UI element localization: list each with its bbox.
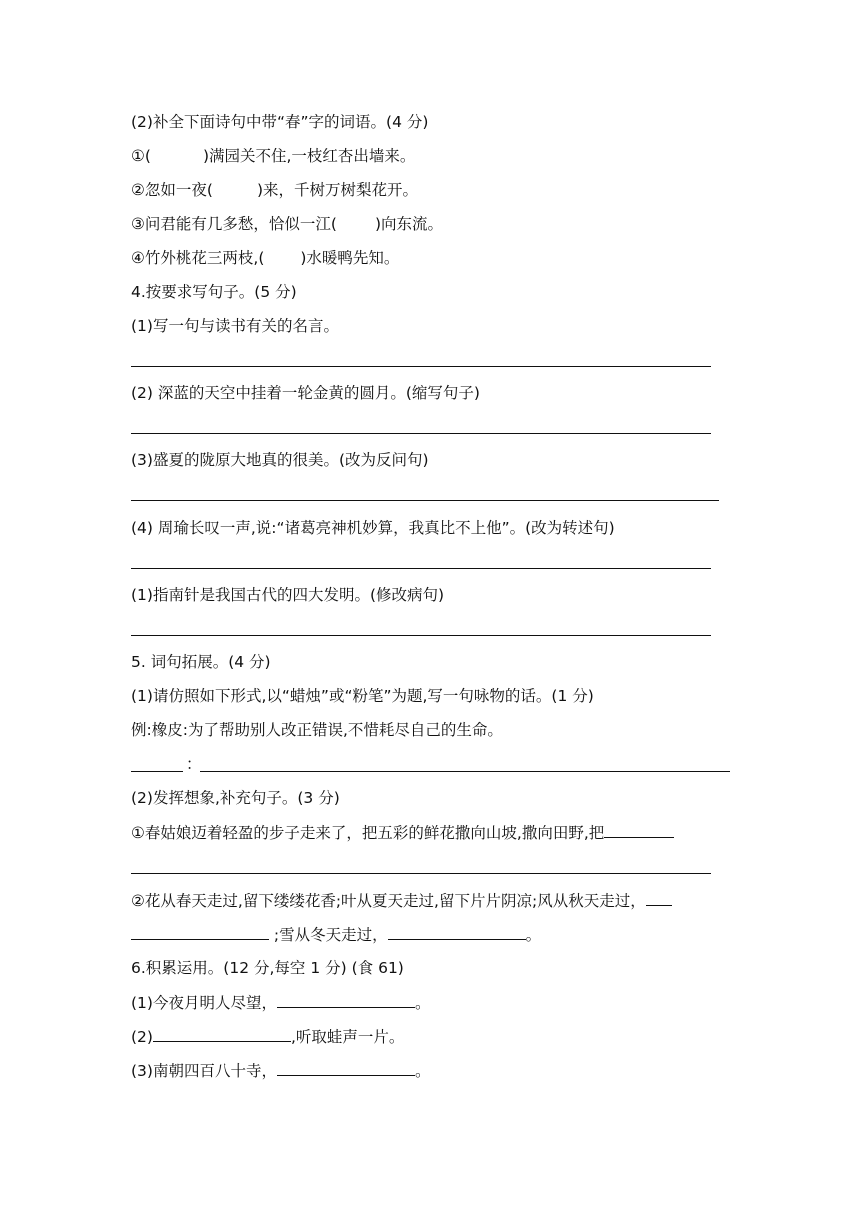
q3-2-title: (2)补全下面诗句中带“春”字的词语。(4 分) [131, 113, 429, 131]
q5-sub1: (1)请仿照如下形式,以“蜡烛”或“粉笔”为题,写一句咏物的话。(1 分) [131, 687, 594, 705]
q6-item-3: (3)南朝四百八十寺， 。 [131, 1062, 431, 1080]
answer-line [131, 366, 711, 367]
colon: ： [186, 755, 202, 773]
answer-line [131, 500, 719, 501]
poem-item-2: ②忽如一夜( )来，千树万树梨花开。 [131, 181, 419, 199]
q4-item-4: (4) 周瑜长叹一声,说:“诸葛亮神机妙算，我真比不上他”。(改为转述句) [131, 519, 615, 537]
q5-title: 5. 词句拓展。(4 分) [131, 653, 271, 671]
q5-line3: ;雪从冬天走过， 。 [131, 924, 541, 945]
answer-line [131, 635, 711, 636]
answer-line [200, 771, 730, 772]
answer-blank [131, 924, 269, 940]
q6-item-1: (1)今夜月明人尽望， 。 [131, 994, 431, 1012]
answer-blank [604, 822, 674, 838]
answer-blank [153, 1026, 291, 1042]
q4-item-2: (2) 深蓝的天空中挂着一轮金黄的圆月。(缩写句子) [131, 384, 480, 402]
answer-blank [277, 992, 415, 1008]
q5-line2: ②花从春天走过,留下缕缕花香;叶从夏天走过,留下片片阴凉;风从秋天走过， [131, 890, 672, 911]
answer-line [131, 568, 711, 569]
q4-item-5: (1)指南针是我国古代的四大发明。(修改病句) [131, 586, 445, 604]
q5-line1: ①春姑娘迈着轻盈的步子走来了，把五彩的鲜花撒向山坡,撒向田野,把 [131, 822, 674, 843]
answer-blank [646, 890, 672, 906]
answer-blank [131, 771, 183, 772]
answer-blank [277, 1060, 415, 1076]
q6-item-2: (2) ,听取蛙声一片。 [131, 1028, 405, 1046]
answer-blank [388, 924, 526, 940]
answer-line [131, 873, 711, 874]
q6-title: 6.积累运用。(12 分,每空 1 分) (食 61) [131, 959, 404, 977]
poem-item-4: ④竹外桃花三两枝,( )水暖鸭先知。 [131, 249, 400, 267]
q4-title: 4.按要求写句子。(5 分) [131, 283, 297, 301]
answer-line [131, 433, 711, 434]
q5-example: 例:橡皮:为了帮助别人改正错误,不惜耗尽自己的生命。 [131, 721, 503, 739]
q4-item-1: (1)写一句与读书有关的名言。 [131, 317, 339, 335]
poem-item-1: ①( )满园关不住,一枝红杏出墙来。 [131, 147, 416, 165]
q4-item-3: (3)盛夏的陇原大地真的很美。(改为反问句) [131, 451, 429, 469]
poem-item-3: ③问君能有几多愁，恰似一江( )向东流。 [131, 215, 444, 233]
q5-sub2: (2)发挥想象,补充句子。(3 分) [131, 789, 340, 807]
